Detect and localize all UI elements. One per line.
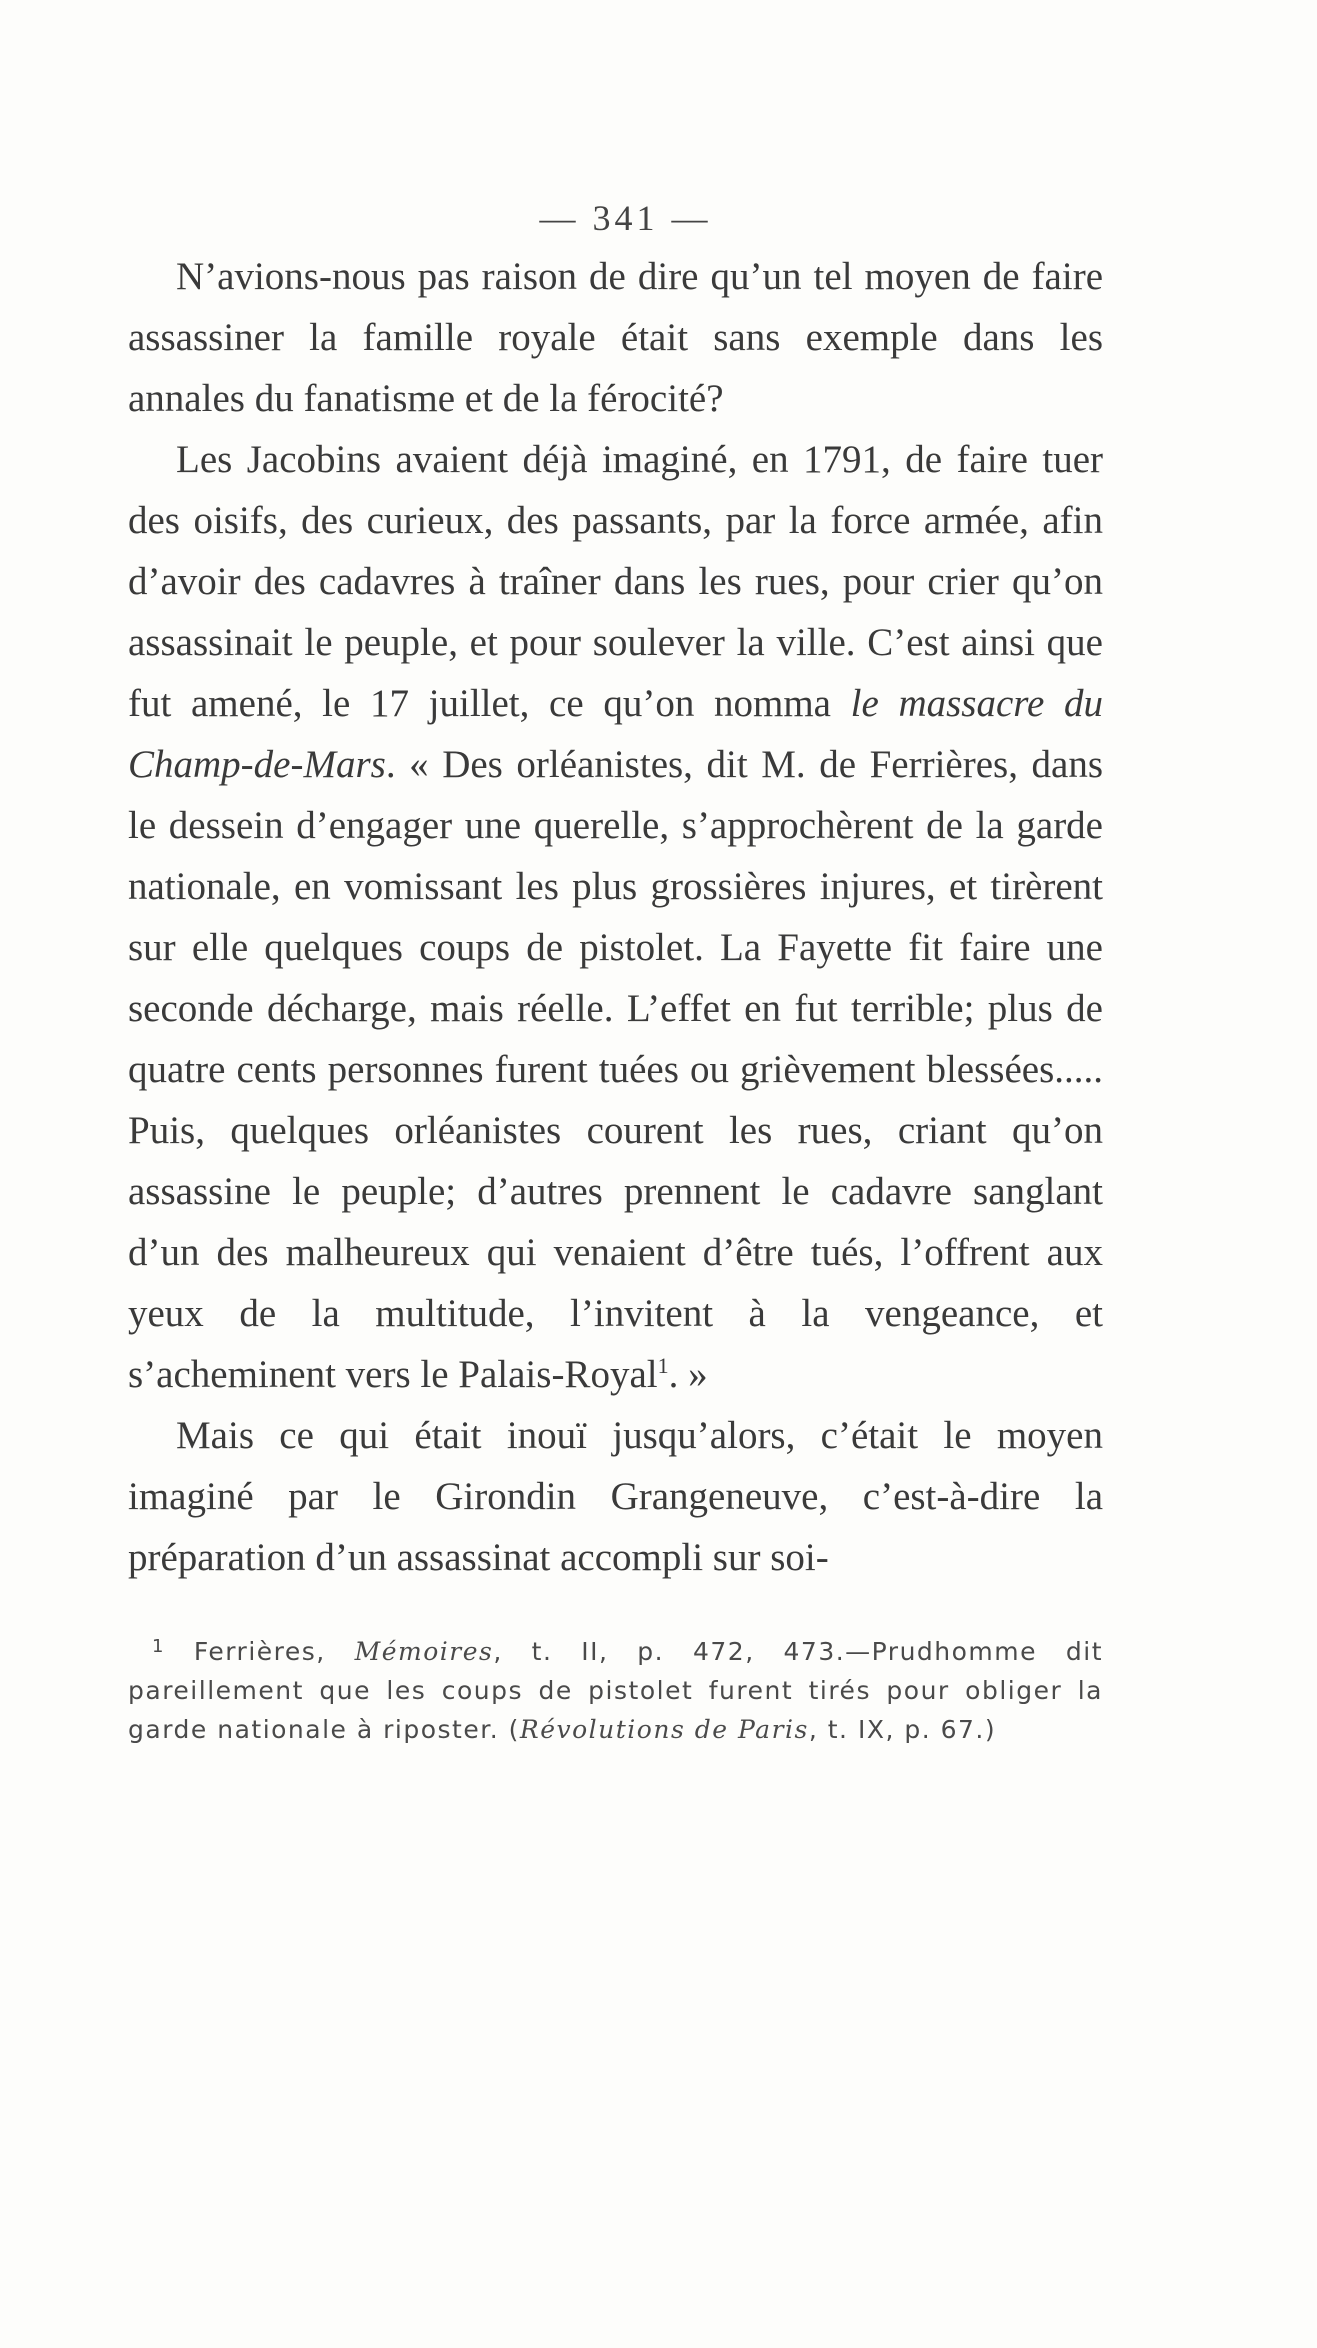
text-page xyxy=(128,190,1103,1749)
footnote-text-a: Ferrières, xyxy=(164,1637,355,1666)
footnote-text-b: , t. II, p. 472, 473.—Prudhomme dit pareillement que les coups de pistolet furent tirés pour obliger la garde nationale à riposter. ( xyxy=(128,1637,1103,1744)
paragraph-2-text-a: Les Jacobins avaient déjà imaginé, en 1791, de faire tuer des oisifs, des curieux, des passants, par la force armée, afin d’avoir des cadavres à traîner dans les rues, pour crier qu’on assassinait le peuple, et pour soulever la ville. C’est ainsi que fut amené, le 17 juillet, ce qu’on nomma xyxy=(128,438,1103,725)
italic-phrase: le massacre du Champ-de-Mars xyxy=(128,682,1104,786)
footnote-reference[interactable]: 1 xyxy=(657,1353,669,1378)
page-number: — 341 — xyxy=(539,198,712,238)
footnote-mark: 1 xyxy=(152,1636,165,1657)
paragraph-1: N’avions-nous pas raison de dire qu’un tel moyen de faire assassiner la famille royale était sans exemple dans les annales du fanatisme et de la férocité? xyxy=(128,255,1103,420)
main-text xyxy=(128,246,1103,1588)
paragraph-2 xyxy=(128,429,1103,1405)
paragraph-2-text-b: . « Des orléanistes, dit M. de Ferrières, dans le dessein d’engager une querelle, s’approchèrent de la garde nationale, en vomissant les plus grossières injures, et tirèrent sur elle quelques coups de pistolet. La Fayette fit faire une seconde décharge, mais réelle. L’effet en fut terrible; plus de quatre cents personnes furent tuées ou grièvement blessées..... Puis, quelques orléanistes courent les rues, criant qu’on assassine le peuple; d’autres prennent le cadavre sanglant d’un des malheureux qui venaient d’être tués, l’offrent aux yeux de la multitude, l’invitent à la vengeance, et s’acheminent vers le Palais-Royal xyxy=(128,743,1103,1396)
footnotes xyxy=(128,1632,1103,1749)
paragraph-2-text-c: . » xyxy=(668,1353,708,1396)
footnote-work-title-1: Mémoires xyxy=(354,1637,494,1666)
paragraph-3: Mais ce qui était inouï jusqu’alors, c’était le moyen imaginé par le Girondin Grangeneuve, c’est-à-dire la préparation d’un assassinat accompli sur soi- xyxy=(128,1414,1103,1579)
footnote-work-title-2: Révolutions de Paris xyxy=(519,1715,809,1744)
footnote-1 xyxy=(128,1632,1103,1749)
footnote-text-c: , t. IX, p. 67.) xyxy=(808,1715,997,1744)
